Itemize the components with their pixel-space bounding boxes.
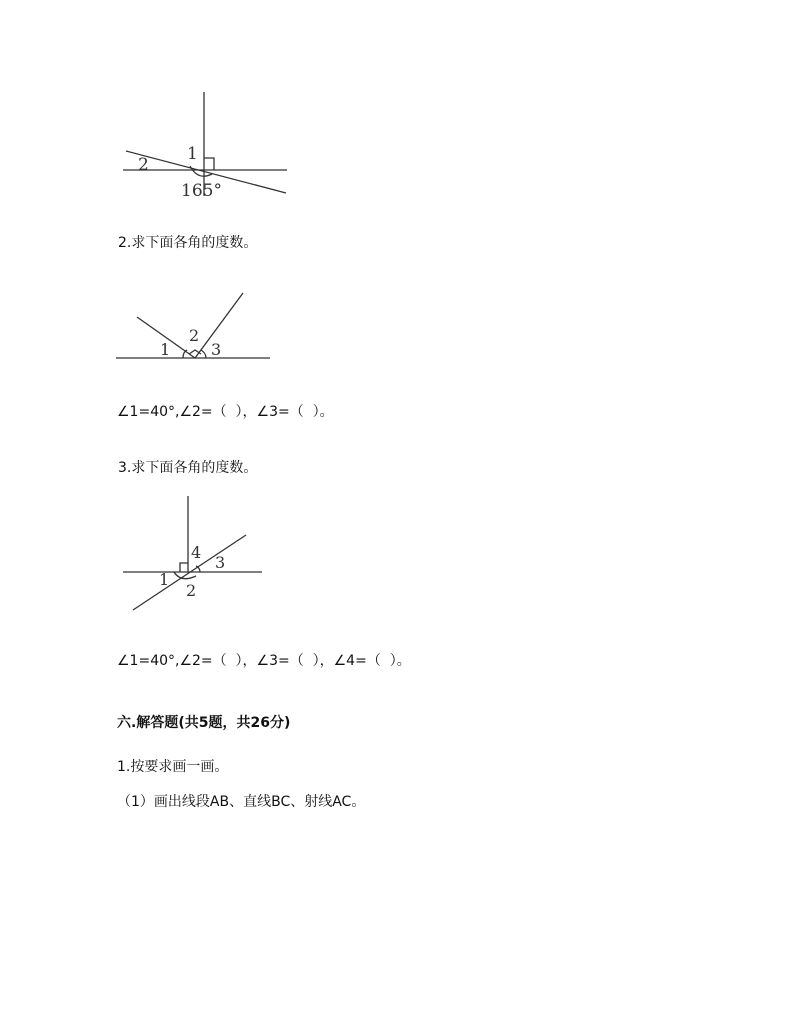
fig3-label-3: 3 <box>215 553 226 572</box>
fig1-label-2: 2 <box>138 155 149 175</box>
fig3-arc-3 <box>196 566 200 572</box>
fig2-label-3: 3 <box>211 340 222 359</box>
fig1-label-165: 165° <box>181 181 222 201</box>
fig3-label-1: 1 <box>159 570 170 589</box>
fig2-label-1: 1 <box>160 340 171 359</box>
fig2-label-2: 2 <box>189 326 200 345</box>
fig3-label-2: 2 <box>186 581 197 600</box>
q3-title: 3.求下面各角的度数。 <box>118 460 258 476</box>
fig1-label-1: 1 <box>187 144 198 164</box>
section6-q1-part1: （1）画出线段AB、直线BC、射线AC。 <box>117 794 366 810</box>
q2-title: 2.求下面各角的度数。 <box>118 235 258 251</box>
fig3-label-4: 4 <box>191 543 202 562</box>
section6-heading: 六.解答题(共5题，共26分) <box>117 715 291 731</box>
fig3-right-angle-mark <box>180 563 188 572</box>
q3-answer-line: ∠1=40°,∠2=（ ），∠3=（ ），∠4=（ ）。 <box>117 653 411 669</box>
q2-answer-line: ∠1=40°,∠2=（ ），∠3=（ ）。 <box>117 404 334 420</box>
section6-q1-title: 1.按要求画一画。 <box>117 759 229 775</box>
